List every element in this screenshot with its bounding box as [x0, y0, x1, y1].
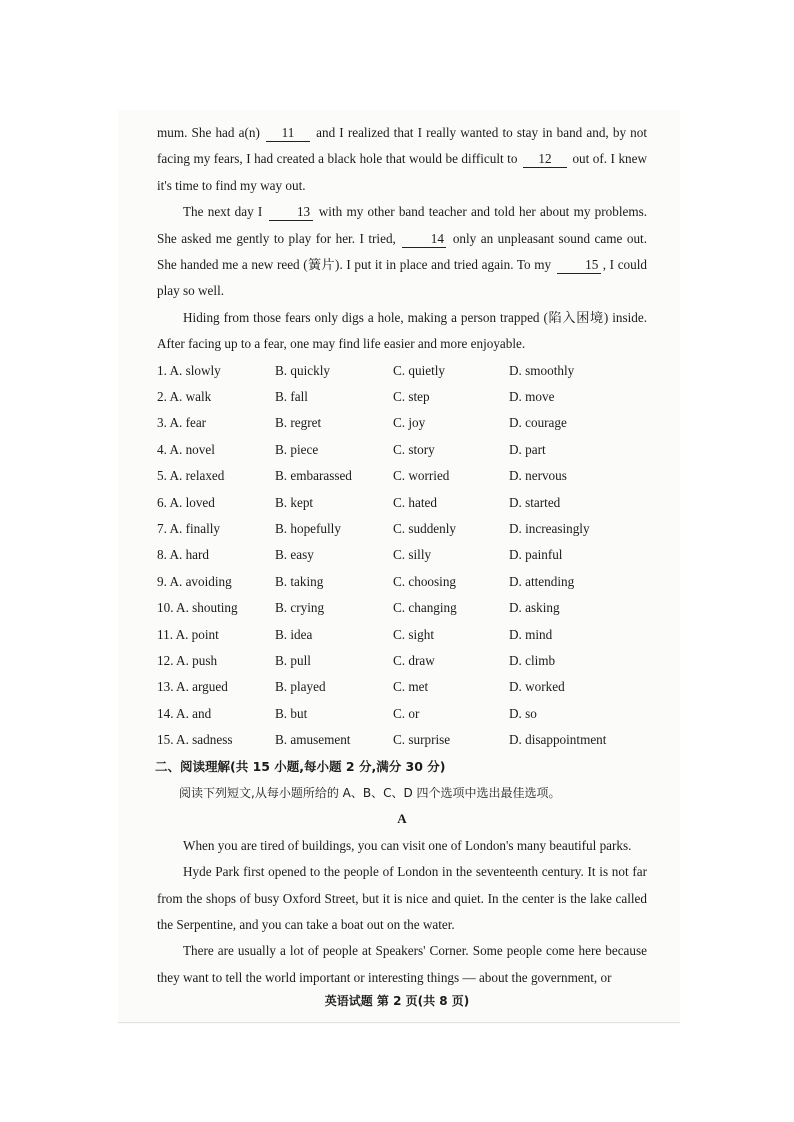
option-row: [157, 410, 647, 436]
page-footer: 英语试题 第 2 页(共 8 页): [324, 994, 470, 1008]
reading-paragraph-1: When you are tired of buildings, you can visit one of London's many beautiful parks.: [183, 837, 632, 853]
option-c: C. suddenly: [393, 521, 457, 536]
option-c: C. surprise: [393, 732, 451, 748]
option-b: B. hopefully: [275, 521, 341, 536]
section-heading: 二、阅读理解(共 15 小题,每小题 2 分,满分 30 分): [155, 758, 446, 774]
text-segment: mum. She had a(n): [157, 125, 260, 140]
option-d: D. disappointment: [509, 732, 607, 748]
option-b: B. kept: [275, 494, 314, 510]
option-c: C. choosing: [393, 573, 457, 589]
text-segment: and I realized that I really wanted to stay in band and, by not facing my fears, I had created a black hole that would be difficult to: [157, 125, 648, 167]
option-d: D. smoothly: [509, 362, 575, 378]
option-row: [157, 516, 647, 542]
option-row: [157, 674, 647, 700]
option-d: D. nervous: [509, 468, 567, 484]
option-row: [157, 358, 647, 384]
option-row: [157, 384, 647, 410]
option-c: C. silly: [393, 547, 432, 563]
option-a: 11. A. point: [157, 626, 219, 642]
option-c: C. or: [393, 705, 420, 721]
option-c: C. quietly: [393, 362, 446, 378]
option-row: [157, 622, 647, 648]
option-d: D. mind: [509, 626, 553, 642]
option-a: 4. A. novel: [157, 441, 215, 457]
option-b: B. piece: [275, 441, 319, 457]
option-b: B. pull: [275, 652, 311, 668]
option-c: C. draw: [393, 652, 435, 668]
option-a: 1. A. slowly: [157, 362, 221, 378]
text-segment: The next day I: [183, 204, 263, 220]
option-d: D. climb: [509, 652, 556, 668]
exam-content: [157, 120, 647, 991]
option-a: 9. A. avoiding: [157, 573, 232, 589]
reading-paragraph-3: There are usually a lot of people at Speakers' Corner. Some people come here because they want to tell the world important or interesting things — about the government, or: [157, 943, 647, 985]
cloze-paragraph-2: [157, 199, 647, 305]
option-c: C. sight: [393, 626, 435, 642]
option-a: 2. A. walk: [157, 389, 212, 405]
option-b: B. regret: [275, 415, 322, 431]
option-a: 7. A. finally: [157, 521, 221, 536]
option-row: [157, 437, 647, 463]
option-b: B. idea: [275, 626, 313, 642]
blank-15: 15: [557, 257, 601, 274]
reading-paragraph-2: Hyde Park first opened to the people of London in the seventeenth century. It is not far from the shops of busy Oxford Street, but it is nice and quiet. In the center is the lake called the Serpentine, and you can take a boat out on the water.: [157, 864, 647, 932]
option-b: B. embarassed: [275, 468, 352, 484]
section-instruction: 阅读下列短文,从每小题所给的 A、B、C、D 四个选项中选出最佳选项。: [179, 785, 561, 800]
option-b: B. quickly: [275, 362, 330, 378]
option-a: 15. A. sadness: [157, 732, 233, 748]
option-c: C. story: [393, 441, 435, 457]
option-b: B. crying: [275, 600, 325, 616]
cloze-paragraph-3: Hiding from those fears only digs a hole, making a person trapped (陷入困境) inside. After facing up to a fear, one may find life easier and more enjoyable.: [157, 309, 647, 352]
blank-12: 12: [523, 151, 567, 168]
option-a: 3. A. fear: [157, 415, 207, 431]
text-segment: , I could play so well.: [157, 257, 647, 299]
blank-11: 11: [266, 125, 310, 142]
option-d: D. so: [509, 705, 537, 721]
option-row: [157, 727, 647, 753]
option-b: B. but: [275, 705, 308, 721]
option-b: B. taking: [275, 573, 324, 589]
option-a: 5. A. relaxed: [157, 468, 225, 484]
option-d: D. attending: [509, 573, 575, 589]
option-a: 6. A. loved: [157, 494, 215, 510]
cloze-paragraph-1: [157, 120, 647, 199]
option-d: D. painful: [509, 547, 563, 563]
option-d: D. move: [509, 389, 555, 405]
text-segment: out of. I knew it's time to find my way out.: [157, 151, 648, 193]
option-c: C. joy: [393, 415, 426, 431]
blank-13: 13: [269, 204, 313, 221]
options-list: [157, 358, 647, 754]
option-a: 14. A. and: [157, 705, 212, 721]
option-d: D. asking: [509, 600, 560, 616]
option-row: [157, 595, 647, 621]
option-row: [157, 569, 647, 595]
option-c: C. met: [393, 679, 429, 695]
option-row: [157, 463, 647, 489]
option-row: [157, 648, 647, 674]
option-d: D. started: [509, 494, 561, 510]
option-c: C. step: [393, 389, 430, 405]
option-c: C. worried: [393, 468, 450, 484]
text-segment: only an unpleasant sound came out. She handed me a new reed (簧片). I put it in place and tried again. To my: [157, 230, 647, 273]
page-bottom-divider: [118, 1022, 680, 1023]
option-a: 10. A. shouting: [157, 600, 238, 616]
option-a: 13. A. argued: [157, 679, 228, 695]
option-b: B. fall: [275, 389, 308, 405]
option-d: D. courage: [509, 415, 567, 431]
option-c: C. changing: [393, 600, 457, 616]
option-row: [157, 490, 647, 516]
option-d: D. part: [509, 441, 546, 457]
option-a: 8. A. hard: [157, 547, 210, 563]
option-a: 12. A. push: [157, 652, 218, 668]
option-row: [157, 701, 647, 727]
text-segment: with my other band teacher and told her about my problems. She asked me gently to play for her. I tried,: [157, 204, 648, 246]
passage-label: A: [397, 811, 407, 827]
blank-14: 14: [402, 231, 446, 248]
option-row: [157, 542, 647, 568]
option-d: D. increasingly: [509, 521, 590, 536]
option-b: B. easy: [275, 547, 314, 563]
option-c: C. hated: [393, 494, 437, 510]
option-d: D. worked: [509, 679, 565, 695]
option-b: B. amusement: [275, 732, 351, 748]
option-b: B. played: [275, 679, 326, 695]
